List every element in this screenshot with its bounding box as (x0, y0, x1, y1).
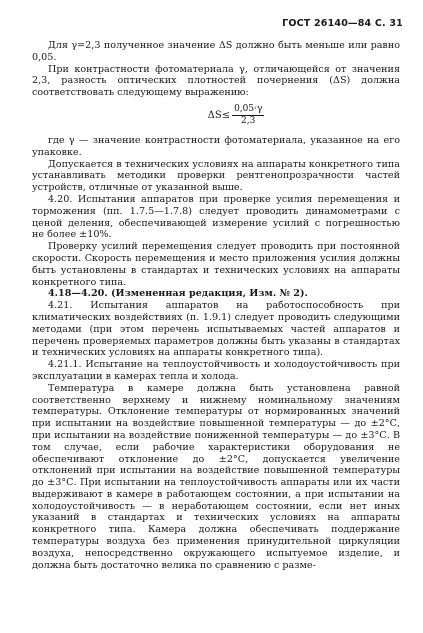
paragraph-4-20: 4.20. Испытания аппаратов при проверке усилия перемещения и торможения (пп. 1.7.5—1.7.8) следует проводить динамометрами с ценой деления, обеспечивающей измерение усилий с погрешностью не более ±10%. (32, 193, 400, 241)
paragraph-4-21-1: 4.21.1. Испытание на теплоустойчивость и холодоустойчивость при эксплуатации в камерах тепла и холода. (32, 359, 400, 382)
formula-delta-s (32, 99, 400, 133)
paragraph-allowed-methods: Допускается в технических условиях на аппараты конкретного типа устанавливать методики проверки рентгенопрозрачности частей устройств, отличные от указанной выше. (32, 158, 400, 194)
formula-denominator: 2,3 (241, 116, 256, 127)
paragraph-4-21: 4.21. Испытания аппаратов на работоспособность при климатических воздействиях (п. 1.9.1) следует проводить следующими методами (при этом перечень испытываемых частей аппаратов и перечень проверяемых параметров должны быть указаны в стандартах и технических условиях на аппараты конкретного типа). (32, 300, 400, 359)
paragraph-gamma-condition: Для γ=2,3 полученное значение ΔS должно быть меньше или равно 0,05. (32, 40, 400, 63)
paragraph-gamma-definition: где γ — значение контрастности фотоматериала, указанное на его упаковке. (32, 134, 400, 158)
paragraph-force-check: Проверку усилий перемещения следует проводить при постоянной скорости. Скорость перемещения и место приложения усилия должны быть установлены в стандартах и технических условиях на аппараты конкретного типа. (32, 241, 400, 288)
document-body (32, 40, 400, 571)
paragraph-temperature: Температура в камере должна быть установлена равной соответственно верхнему и нижнему номинальному значениям температуры. Отклонение температуры от нормированных значений при испытании на воздействие повышенной температуры — до ±2°С, при испытании на воздействие пониженной температуры — до ±3°С. В том случае, если рабочие характеристики оборудования не обеспечивают отклонение до ±2°С, допускается увеличение отклонений при испытании на воздействие повышенной температуры до ±3°С. При испытании на теплоустойчивость аппараты или их части выдерживают в камере в работающем состоянии, а при испытании на холодоустойчивость — в неработающем состоянии, если нет иных указаний в стандартах и технических условиях на аппараты конкретного типа. Камера должна обеспечивать поддержание температуры воздуха без применения принудительной циркуляции воздуха, непосредственно окружающего испытуемое изделие, и должна быть достаточно велика по сравнению с разме- (32, 382, 400, 571)
paragraph-amendment: 4.18—4.20. (Измененная редакция, Изм. № 2). (48, 288, 308, 300)
formula-fraction (232, 104, 264, 127)
paragraph-contrast-expression: При контрастности фотоматериала γ, отличающейся от значения 2,3, разность оптических плотностей почернения (ΔS) должна соответствовать следующему выражению: (32, 63, 400, 99)
formula-lhs: ΔS≤ (207, 110, 231, 122)
formula-numerator: 0,05·γ (234, 104, 263, 115)
page-header: ГОСТ 26140—84 С. 31 (282, 18, 403, 29)
